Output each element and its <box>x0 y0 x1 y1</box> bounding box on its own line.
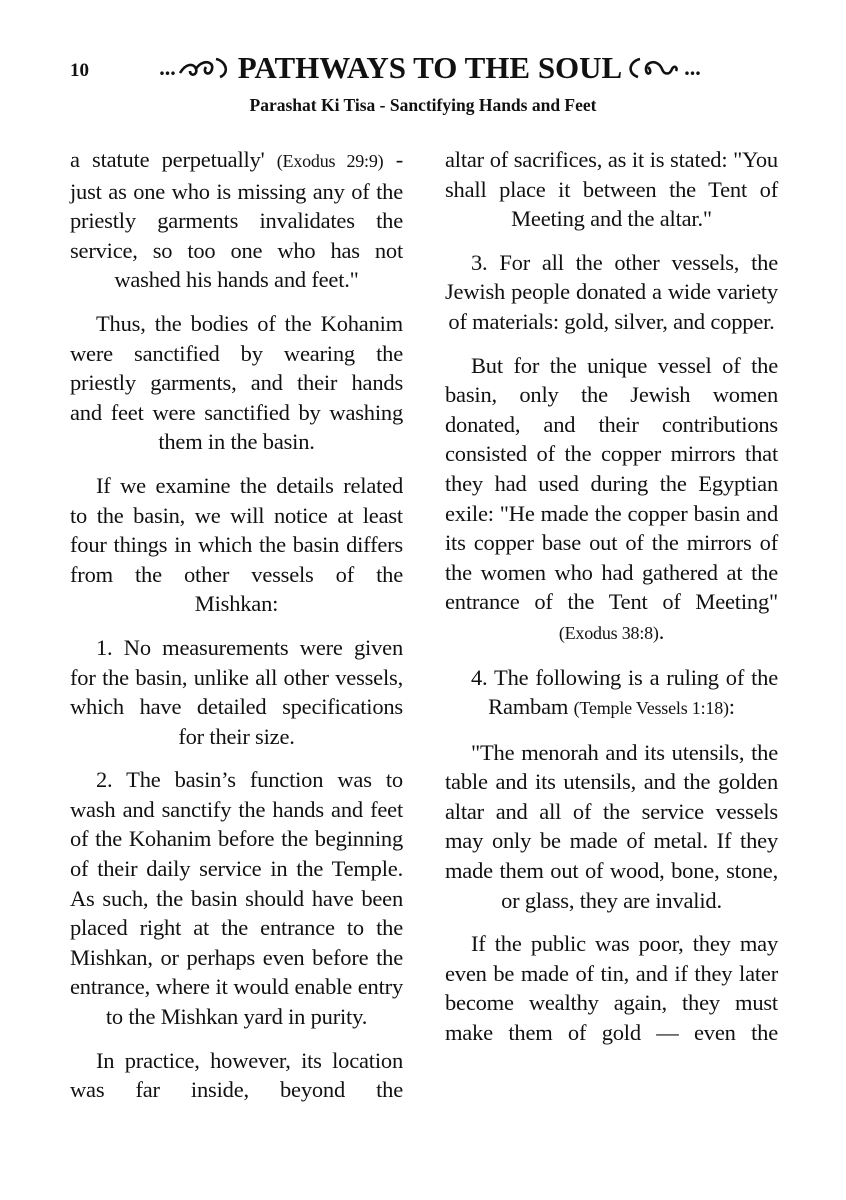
text-run: 4. The following is a ruling of the Rambam <box>471 664 778 720</box>
text-run: In practice, however, its location was far inside, beyond the <box>70 1047 403 1103</box>
page-number: 10 <box>70 60 89 81</box>
text-run: But for the unique vessel of the basin, only the Jewish women donated, and their contributions consisted of the copper mirrors that they had used during the Egyptian exile: "He made the copper basin and its copper base out of the mirrors of the women who had gathered at the entrance of the Tent of Meeting" <box>445 352 778 615</box>
text-run: "The menorah and its utensils, the table and its utensils, and the golden altar and all of the service vessels may only be made of metal. If they made them out of wood, bone, stone, or glass, they are invalid. <box>445 739 778 913</box>
left-column <box>70 145 403 1119</box>
swirl-right-icon <box>628 55 684 81</box>
ornament-right <box>628 55 701 81</box>
text-run: altar of sacrifices, as it is stated: "You shall place it between the Tent of Meeting and the altar." <box>445 147 778 232</box>
text-run: : <box>728 694 735 720</box>
paragraph <box>445 929 778 1047</box>
text-run: 3. For all the other vessels, the Jewish people donated a wide variety of materials: gold, silver, and copper. <box>445 249 778 334</box>
citation: (Exodus 38:8) <box>558 622 659 643</box>
citation: (Temple Vessels 1:18) <box>573 698 729 719</box>
running-header <box>130 50 730 86</box>
paragraph <box>70 765 403 1031</box>
swirl-left-icon <box>176 55 232 81</box>
ornament-left <box>159 55 232 81</box>
paragraph <box>70 471 403 619</box>
text-run: 2. The basin’s function was to wash and sanctify the hands and feet of the Kohanim before the beginning of their daily service in the Temple. As such, the basin should have been placed right at the entrance to the Mishkan, or perhaps even before the entrance, where it would enable entry to the Mishkan yard in purity. <box>70 767 403 1030</box>
paragraph <box>70 1046 403 1105</box>
ornament-dots-left: ... <box>159 55 176 80</box>
text-run: . <box>658 618 665 644</box>
paragraph <box>70 309 403 457</box>
paragraph <box>445 738 778 916</box>
paragraph <box>70 633 403 751</box>
book-title: PATHWAYS TO THE SOUL <box>237 50 623 85</box>
paragraph <box>445 248 778 337</box>
text-run: If we examine the details related to the basin, we will notice at least four things in which the basin differs from the other vessels of the Mishkan: <box>70 472 403 617</box>
paragraph <box>445 663 778 724</box>
text-run: 1. No measurements were given for the basin, unlike all other vessels, which have detailed specifications for their size. <box>70 634 403 749</box>
paragraph <box>445 145 778 234</box>
citation: (Exodus 29:9) <box>276 151 384 171</box>
right-column <box>445 145 778 1062</box>
text-run: Thus, the bodies of the Kohanim were sanctified by wearing the priestly garments, and their hands and feet were sanctified by washing them in the basin. <box>70 310 403 455</box>
paragraph <box>445 351 778 649</box>
text-run: If the public was poor, they may even be made of tin, and if they later become wealthy again, they must make them of gold — even the <box>445 931 778 1046</box>
text-run: - just as one who is missing any of the priestly garments invalidates the service, so too one who has not washed his hands and feet." <box>70 147 403 293</box>
ornament-dots-right: ... <box>684 55 701 80</box>
text-run: a statute perpetually' <box>70 147 277 172</box>
chapter-subtitle: Parashat Ki Tisa - Sanctifying Hands and Feet <box>249 95 597 115</box>
paragraph <box>70 145 403 295</box>
